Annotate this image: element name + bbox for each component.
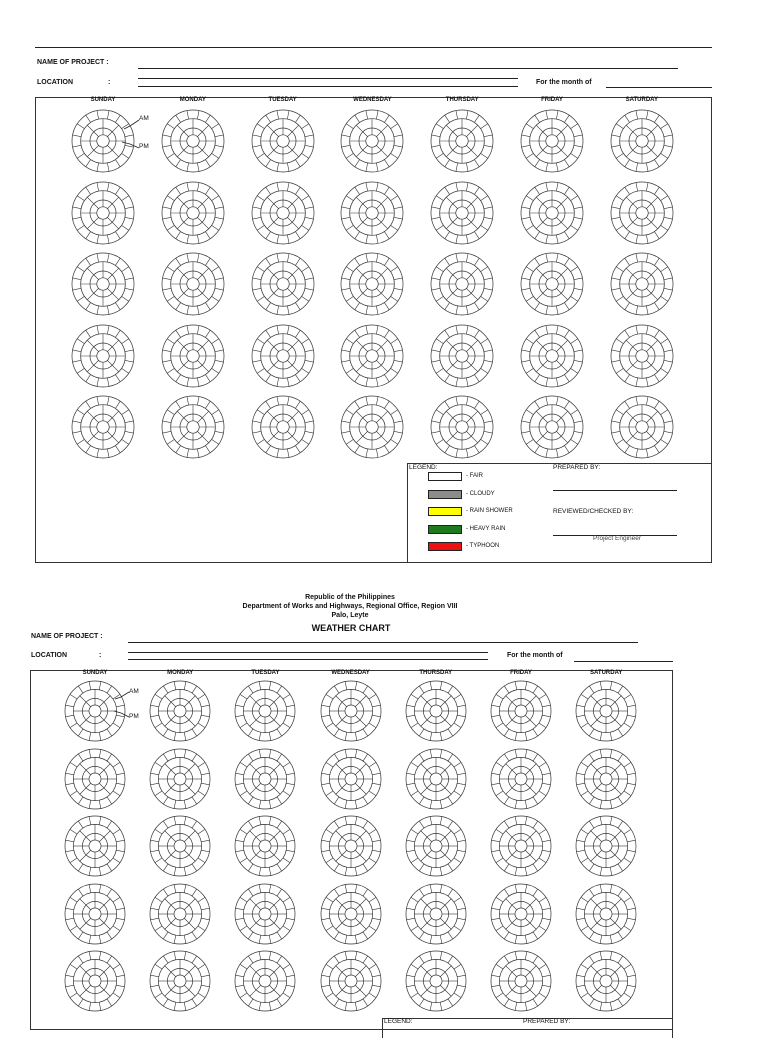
bottom-wheel-cell[interactable] <box>575 883 637 950</box>
weather-wheel-icon[interactable] <box>320 883 382 945</box>
bottom-wheel-cell[interactable] <box>149 748 211 815</box>
header-line-1: Republic of the Philippines <box>305 594 395 601</box>
top-wheel-cell[interactable] <box>340 181 404 250</box>
weather-wheel-icon[interactable] <box>251 181 315 245</box>
bottom-wheel-cell[interactable] <box>490 748 552 815</box>
weather-wheel-icon[interactable] <box>340 181 404 245</box>
weather-wheel-icon[interactable] <box>610 395 674 459</box>
bottom-wheel-cell[interactable] <box>320 815 382 882</box>
weather-wheel-icon[interactable] <box>490 748 552 810</box>
top-location-line-1[interactable] <box>138 78 518 79</box>
weather-wheel-icon[interactable] <box>520 181 584 245</box>
weather-wheel-icon[interactable] <box>610 324 674 388</box>
bottom-wheel-cell[interactable] <box>575 950 637 1017</box>
bottom-wheel-cell[interactable] <box>320 680 382 747</box>
bottom-wheel-cell[interactable] <box>149 680 211 747</box>
top-wheel-cell[interactable] <box>340 252 404 321</box>
top-wheel-cell[interactable] <box>251 181 315 250</box>
weather-wheel-icon[interactable] <box>520 109 584 173</box>
top-location-label: LOCATION <box>37 79 74 86</box>
bottom-day-thursday: THURSDAY <box>419 670 453 676</box>
legend-label: - FAIR <box>466 473 484 479</box>
weather-wheel-icon[interactable] <box>64 883 126 945</box>
bottom-day-tuesday: TUESDAY <box>251 670 280 676</box>
top-wheel-cell[interactable] <box>71 252 135 321</box>
top-wheel-cell[interactable] <box>161 395 225 464</box>
weather-wheel-icon[interactable] <box>149 950 211 1012</box>
weather-wheel-icon[interactable] <box>251 109 315 173</box>
bottom-wheel-cell[interactable] <box>575 680 637 747</box>
top-wheel-cell[interactable] <box>610 395 674 464</box>
top-month-label: For the month of <box>536 79 592 86</box>
top-am-label: AM <box>139 115 149 122</box>
top-wheel-cell[interactable] <box>520 252 584 321</box>
weather-wheel-icon[interactable] <box>340 395 404 459</box>
weather-wheel-icon[interactable] <box>340 252 404 316</box>
top-wheel-cell[interactable] <box>610 252 674 321</box>
weather-wheel-icon[interactable] <box>320 950 382 1012</box>
weather-wheel-icon[interactable] <box>161 324 225 388</box>
bottom-wheel-cell[interactable] <box>405 680 467 747</box>
weather-wheel-icon[interactable] <box>234 815 296 877</box>
weather-wheel-icon[interactable] <box>71 181 135 245</box>
weather-wheel-icon[interactable] <box>405 748 467 810</box>
top-wheel-cell[interactable] <box>161 252 225 321</box>
bottom-name-of-project-line[interactable] <box>128 642 638 643</box>
bottom-wheel-cell[interactable] <box>234 883 296 950</box>
top-wheel-cell[interactable] <box>161 324 225 393</box>
weather-wheel-icon[interactable] <box>320 748 382 810</box>
weather-wheel-icon[interactable] <box>405 680 467 742</box>
top-wheel-cell[interactable] <box>430 395 494 464</box>
weather-wheel-icon[interactable] <box>430 395 494 459</box>
top-name-of-project-label: NAME OF PROJECT : <box>37 59 109 66</box>
top-wheel-cell[interactable] <box>610 324 674 393</box>
top-prepared-by-line[interactable] <box>553 490 677 491</box>
bottom-wheel-cell[interactable] <box>64 883 126 950</box>
top-wheel-cell[interactable] <box>71 395 135 464</box>
weather-wheel-icon[interactable] <box>64 950 126 1012</box>
weather-wheel-icon[interactable] <box>575 680 637 742</box>
weather-wheel-icon[interactable] <box>64 815 126 877</box>
legend-swatch <box>428 525 462 534</box>
bottom-location-colon: : <box>99 652 102 659</box>
top-wheel-cell[interactable] <box>71 324 135 393</box>
bottom-location-line-1[interactable] <box>128 652 488 653</box>
top-wheel-cell[interactable] <box>251 395 315 464</box>
top-reviewed-by: REVIEWED/CHECKED BY: <box>553 508 634 515</box>
top-wheel-cell[interactable] <box>430 324 494 393</box>
bottom-day-friday: FRIDAY <box>510 670 532 676</box>
weather-wheel-icon[interactable] <box>234 680 296 742</box>
page-title: WEATHER CHART <box>311 623 391 633</box>
bottom-day-saturday: SATURDAY <box>590 670 623 676</box>
weather-wheel-icon[interactable] <box>520 252 584 316</box>
top-wheel-cell[interactable] <box>161 181 225 250</box>
weather-wheel-icon[interactable] <box>71 252 135 316</box>
weather-wheel-icon[interactable] <box>430 109 494 173</box>
weather-wheel-icon[interactable] <box>149 748 211 810</box>
legend-label: - CLOUDY <box>466 490 495 497</box>
top-prepared-by: PREPARED BY: <box>553 464 601 471</box>
header-line-2: Department of Works and Highways, Regional Office, Region VIII <box>242 603 458 610</box>
weather-wheel-icon[interactable] <box>575 748 637 810</box>
weather-wheel-icon[interactable] <box>430 252 494 316</box>
top-day-monday: MONDAY <box>179 97 206 103</box>
top-wheel-cell[interactable] <box>430 252 494 321</box>
weather-wheel-icon[interactable] <box>490 883 552 945</box>
bottom-wheel-cell[interactable] <box>405 748 467 815</box>
weather-wheel-icon[interactable] <box>320 680 382 742</box>
weather-wheel-icon[interactable] <box>340 324 404 388</box>
top-month-line[interactable] <box>606 87 712 88</box>
top-day-tuesday: TUESDAY <box>268 97 297 103</box>
weather-wheel-icon[interactable] <box>161 252 225 316</box>
weather-wheel-icon[interactable] <box>520 395 584 459</box>
top-legend-title: LEGEND: <box>409 464 438 471</box>
weather-wheel-icon[interactable] <box>575 815 637 877</box>
bottom-wheel-cell[interactable] <box>490 883 552 950</box>
weather-wheel-icon[interactable] <box>161 109 225 173</box>
weather-wheel-icon[interactable] <box>490 815 552 877</box>
weather-wheel-icon[interactable] <box>575 883 637 945</box>
bottom-wheel-cell[interactable] <box>405 883 467 950</box>
top-wheel-cell[interactable] <box>251 109 315 178</box>
weather-wheel-icon[interactable] <box>490 680 552 742</box>
bottom-wheel-cell[interactable] <box>575 815 637 882</box>
weather-wheel-icon[interactable] <box>520 324 584 388</box>
top-wheel-cell[interactable] <box>430 109 494 178</box>
bottom-location-line-2[interactable] <box>128 659 488 660</box>
weather-wheel-icon[interactable] <box>234 748 296 810</box>
bottom-wheel-cell[interactable] <box>490 950 552 1017</box>
weather-wheel-icon[interactable] <box>149 680 211 742</box>
weather-wheel-icon[interactable] <box>251 252 315 316</box>
weather-wheel-icon[interactable] <box>71 324 135 388</box>
legend-swatch <box>428 507 462 516</box>
top-am-pm-pointers <box>110 115 142 155</box>
bottom-wheel-cell[interactable] <box>234 815 296 882</box>
weather-wheel-icon[interactable] <box>575 950 637 1012</box>
bottom-location-label: LOCATION <box>31 652 68 659</box>
bottom-wheel-cell[interactable] <box>149 883 211 950</box>
weather-wheel-icon[interactable] <box>430 324 494 388</box>
top-location-colon: : <box>108 79 111 86</box>
legend-swatch <box>428 490 462 499</box>
bottom-wheel-cell[interactable] <box>234 950 296 1017</box>
bottom-wheel-cell[interactable] <box>64 815 126 882</box>
top-wheel-cell[interactable] <box>520 395 584 464</box>
bottom-legend-title: LEGEND: <box>384 1018 413 1025</box>
bottom-day-sunday: SUNDAY <box>82 670 108 676</box>
bottom-wheel-cell[interactable] <box>490 815 552 882</box>
top-wheel-cell[interactable] <box>71 181 135 250</box>
top-wheel-cell[interactable] <box>430 181 494 250</box>
top-wheel-cell[interactable] <box>251 252 315 321</box>
weather-wheel-icon[interactable] <box>161 395 225 459</box>
weather-wheel-icon[interactable] <box>234 883 296 945</box>
top-wheel-cell[interactable] <box>251 324 315 393</box>
top-project-engineer: Project Engineer <box>593 535 642 542</box>
bottom-month-label: For the month of <box>507 652 563 659</box>
legend-swatch <box>428 472 462 481</box>
weather-wheel-icon[interactable] <box>149 883 211 945</box>
weather-wheel-icon[interactable] <box>430 181 494 245</box>
top-wheel-cell[interactable] <box>161 109 225 178</box>
weather-wheel-icon[interactable] <box>161 181 225 245</box>
bottom-wheel-cell[interactable] <box>149 950 211 1017</box>
top-wheel-cell[interactable] <box>340 395 404 464</box>
weather-wheel-icon[interactable] <box>405 815 467 877</box>
top-wheel-cell[interactable] <box>520 324 584 393</box>
legend-label: - HEAVY RAIN <box>466 525 506 532</box>
top-pm-label: PM <box>139 143 149 150</box>
weather-wheel-icon[interactable] <box>64 748 126 810</box>
weather-wheel-icon[interactable] <box>405 950 467 1012</box>
weather-wheel-icon[interactable] <box>320 815 382 877</box>
top-name-of-project-line[interactable] <box>138 68 678 69</box>
bottom-wheel-cell[interactable] <box>320 883 382 950</box>
weather-wheel-icon[interactable] <box>251 395 315 459</box>
top-day-wednesday: WEDNESDAY <box>353 97 392 103</box>
top-location-line-2[interactable] <box>138 86 518 87</box>
bottom-wheel-cell[interactable] <box>490 680 552 747</box>
bottom-am-pm-pointers <box>104 688 132 722</box>
weather-wheel-icon[interactable] <box>490 950 552 1012</box>
bottom-day-monday: MONDAY <box>167 670 194 676</box>
legend-swatch <box>428 542 462 551</box>
weather-wheel-icon[interactable] <box>71 395 135 459</box>
top-day-sunday: SUNDAY <box>90 97 116 103</box>
header-line-3: Palo, Leyte <box>331 612 369 619</box>
top-day-thursday: THURSDAY <box>445 97 479 103</box>
legend-label: - TYPHOON <box>466 543 500 549</box>
bottom-month-line[interactable] <box>574 661 673 662</box>
top-day-saturday: SATURDAY <box>625 97 658 103</box>
weather-wheel-icon[interactable] <box>149 815 211 877</box>
bottom-wheel-cell[interactable] <box>405 815 467 882</box>
bottom-prepared-by: PREPARED BY: <box>523 1018 571 1025</box>
bottom-wheel-cell[interactable] <box>405 950 467 1017</box>
bottom-wheel-cell[interactable] <box>320 950 382 1017</box>
weather-wheel-icon[interactable] <box>610 252 674 316</box>
bottom-wheel-cell[interactable] <box>64 748 126 815</box>
bottom-wheel-cell[interactable] <box>234 748 296 815</box>
bottom-day-wednesday: WEDNESDAY <box>331 670 370 676</box>
top-wheel-cell[interactable] <box>340 109 404 178</box>
top-sheet-top-border <box>35 47 712 48</box>
bottom-wheel-cell[interactable] <box>64 950 126 1017</box>
weather-wheel-icon[interactable] <box>340 109 404 173</box>
bottom-am-label: AM <box>129 688 139 695</box>
top-wheel-cell[interactable] <box>610 109 674 178</box>
legend-label: - RAIN SHOWER <box>466 508 513 514</box>
bottom-wheel-cell[interactable] <box>149 815 211 882</box>
weather-wheel-icon[interactable] <box>251 324 315 388</box>
top-wheel-cell[interactable] <box>520 109 584 178</box>
top-wheel-cell[interactable] <box>520 181 584 250</box>
weather-wheel-icon[interactable] <box>234 950 296 1012</box>
top-wheel-cell[interactable] <box>610 181 674 250</box>
weather-wheel-icon[interactable] <box>610 109 674 173</box>
bottom-wheel-cell[interactable] <box>575 748 637 815</box>
weather-wheel-icon[interactable] <box>405 883 467 945</box>
top-day-friday: FRIDAY <box>541 97 563 103</box>
weather-wheel-icon[interactable] <box>610 181 674 245</box>
bottom-wheel-cell[interactable] <box>320 748 382 815</box>
top-wheel-cell[interactable] <box>340 324 404 393</box>
bottom-pm-label: PM <box>129 713 139 720</box>
bottom-name-of-project-label: NAME OF PROJECT : <box>31 633 103 640</box>
bottom-wheel-cell[interactable] <box>234 680 296 747</box>
